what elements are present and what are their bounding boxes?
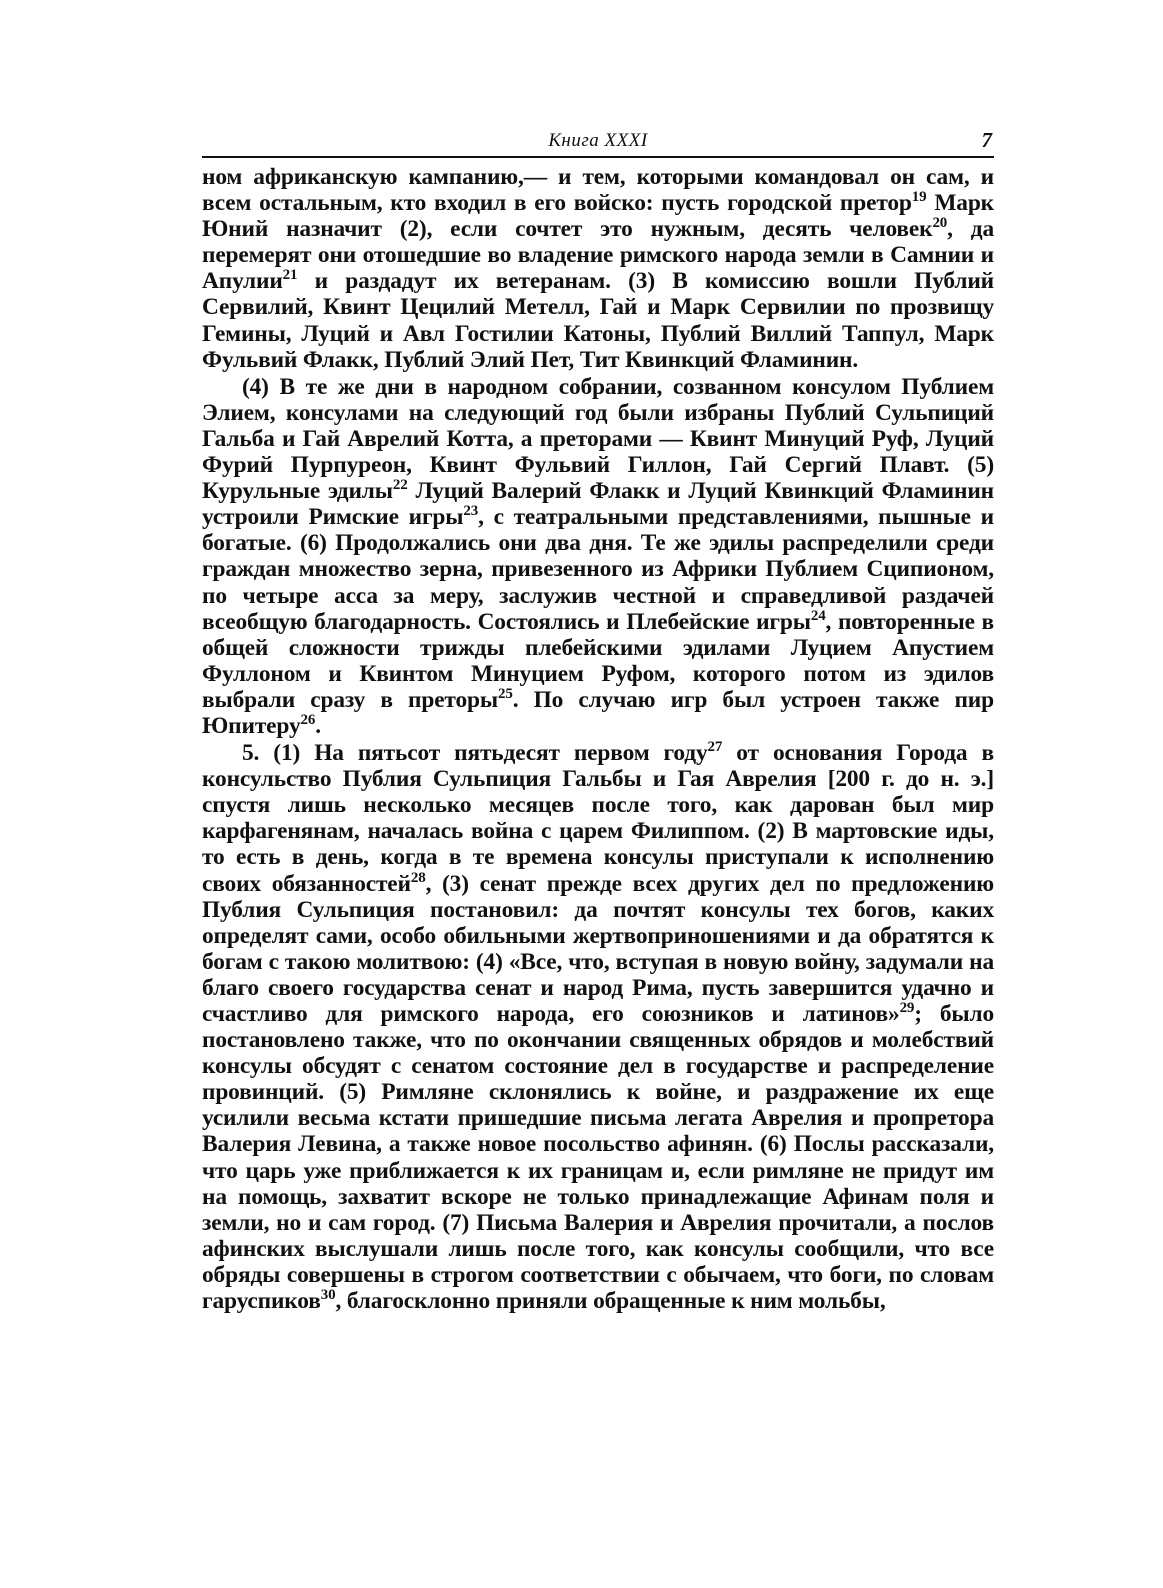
text-run: (4) В те же дни в народном собрании, созванном консулом Публием Элием, консулами на следующий год были избраны Публий Сульпиций Гальба и Гай Аврелий Котта, а преторами — Квинт Минуций Руф, Луций Фурий Пурпуреон, Квинт Фульвий Гиллон, Гай Сергий Плавт. (5) Курульные эдилы [202,373,994,505]
footnote-marker: 30 [320,1287,336,1304]
footnote-marker: 23 [463,503,479,520]
body-text [202,164,994,1314]
book-page [202,128,994,1315]
text-run: от основания Города в консульство Публия Сульпиция Гальбы и Гая Аврелия [200 г. до н. э.] спустя лишь несколько месяцев после того, как дарован был мир карфагенянам, началась война с царем Филиппом. (2) В мартовские иды, то есть в день, когда в те времена консулы приступали к исполнению своих обязанностей [202,740,994,897]
footnote-marker: 29 [899,1000,915,1016]
footnote-marker: 27 [707,739,723,756]
text-run: . [315,712,321,739]
page-number: 7 [981,128,992,152]
text-run: ном африканскую кампанию,— и тем, которыми командовал он сам, и всем остальным, кто входил в его войско: пусть городской претор [202,164,994,217]
footnote-marker: 21 [282,267,298,284]
text-run: , да перемерят они отошедшие во владение римского народа земли в Самнии и Апулии [202,216,994,295]
text-run: , с театральными представлениями, пышные и богатые. (6) Продолжались они два дня. Те же эдилы распределили среди граждан множество зерна, привезенного из Африки Публием Сципионом, по четыре асса за меру, заслужив честной и справедливой раздачей всеобщую благодарность. Состоялись и Плебейские игры [202,504,994,635]
footnote-marker: 28 [410,869,426,886]
text-run: . По случаю игр был устроен также пир Юпитеру [202,686,994,739]
footnote-marker: 26 [300,711,316,728]
paragraph [202,374,994,739]
footnote-marker: 24 [810,607,826,624]
paragraph [202,740,994,1314]
footnote-marker: 19 [911,189,927,206]
footnote-marker: 20 [932,215,948,232]
text-run: ; было постановлено также, что по окончании священных обрядов и молебствий консулы обсудят с сенатом состояние дел в государстве и распределение провинций. (5) Римляне склонялись к войне, и раздражение их еще усилили весьма кстати пришедшие письма легата Аврелия и пропретора Валерия Левина, а также новое посольство афинян. (6) Послы рассказали, что царь уже приближается к их границам и, если римляне не придут им на помощь, захватит вскоре не только принадлежащие Афинам поля и земли, но и сам город. (7) Письма Валерия и Аврелия прочитали, а послов афинских выслушали лишь после того, как консулы сообщили, что все обряды совершены в строгом соответствии с обычаем, что боги, по словам гаруспиков [202,1001,994,1315]
text-run: Луций Валерий Флакк и Луций Квинкций Фламинин устроили Римские игры [202,478,994,531]
running-head [202,128,994,158]
running-title: Книга XXXI [548,130,648,151]
paragraph [202,164,994,373]
text-run: и раздадут их ветеранам. (3) В комиссию вошли Публий Сервилий, Квинт Цецилий Метелл, Гай и Марк Сервилии по прозвищу Гемины, Луций и Авл Гостилии Катоны, Публий Виллий Таппул, Марк Фульвий Флакк, Публий Элий Пет, Тит Квинкций Фламинин. [202,268,994,373]
footnote-marker: 22 [392,477,408,494]
text-run: , повторенные в общей сложности трижды плебейскими эдилами Луцием Апустием Фуллоном и Квинтом Минуцием Руфом, которого потом из эдилов выбрали сразу в преторы [202,608,994,713]
footnote-marker: 25 [497,685,513,702]
text-run: 5. (1) На пятьсот пятьдесят первом году [242,740,708,767]
text-run: , (3) сенат прежде всех других дел по предложению Публия Сульпиция постановил: да почтят консулы тех богов, каких определят сами, особо обильными жертвоприношениями и да обратятся к богам с такою молитвою: (4) «Все, что, вступая в новую войну, задумали на благо своего государства сенат и народ Рима, пусть завершится удачно и счастливо для римского народа, его союзников и латинов» [202,870,994,1027]
text-run: , благосклонно приняли обращенные к ним мольбы, [335,1288,886,1315]
text-run: Марк Юний назначит (2), если сочтет это нужным, десять человек [202,190,995,243]
